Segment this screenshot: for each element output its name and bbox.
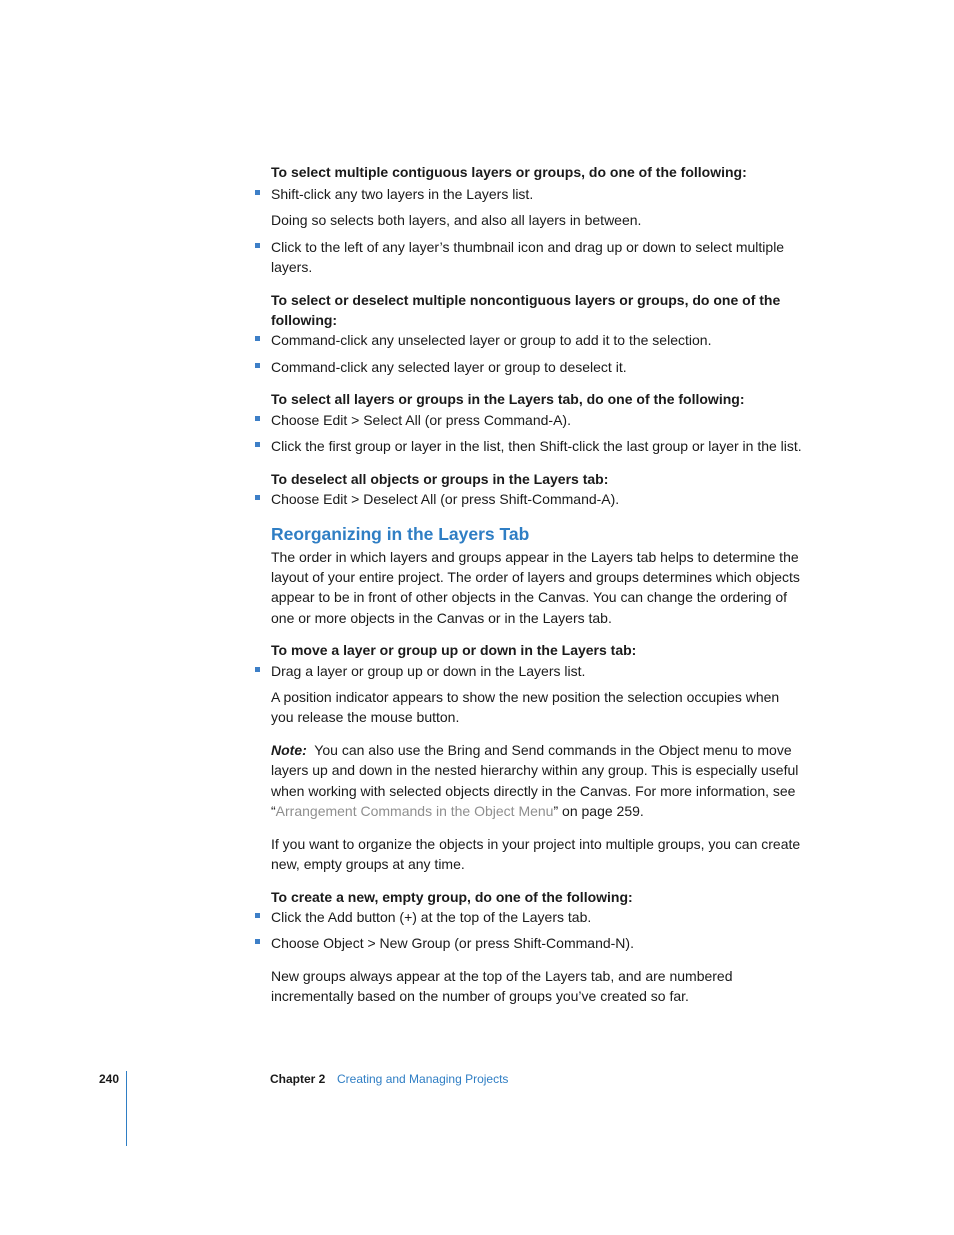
bullet-text: Click to the left of any layer’s thumbnail icon and drag up or down to select multiple: [271, 239, 785, 255]
bullet-icon: [255, 913, 260, 918]
paragraph: new, empty groups at any time.: [271, 856, 465, 872]
footer-divider: [126, 1071, 127, 1146]
task-heading: To deselect all objects or groups in the Layers tab:: [271, 471, 609, 487]
bullet-icon: [255, 442, 260, 447]
page-number: 240: [99, 1072, 120, 1086]
bullet-text: Command-click any unselected layer or group to add it to the selection.: [271, 332, 712, 348]
bullet-icon: [255, 495, 260, 500]
bullet-icon: [255, 190, 260, 195]
paragraph: appear to be in front of other objects in the Canvas. You can change the ordering of: [271, 589, 788, 605]
paragraph: A position indicator appears to show the new position the selection occupies when: [271, 689, 780, 705]
paragraph: one or more objects in the Canvas or in the Layers tab.: [271, 610, 612, 626]
bullet-icon: [255, 667, 260, 672]
task-heading: To create a new, empty group, do one of the following:: [271, 889, 633, 905]
bullet-text: Command-click any selected layer or group to deselect it.: [271, 359, 627, 375]
paragraph: Doing so selects both layers, and also all layers in between.: [271, 212, 642, 228]
paragraph: The order in which layers and groups appear in the Layers tab helps to determine the: [271, 549, 799, 565]
bullet-text: Choose Object > New Group (or press Shift-Command-N).: [271, 935, 634, 951]
paragraph: New groups always appear at the top of the Layers tab, and are numbered: [271, 968, 733, 984]
bullet-text-continued: layers.: [271, 259, 313, 275]
bullet-text: Choose Edit > Select All (or press Command-A).: [271, 412, 571, 428]
note-label: Note:: [271, 742, 307, 758]
paragraph: layout of your entire project. The order of layers and groups determines which objects: [271, 569, 800, 585]
bullet-icon: [255, 336, 260, 341]
note-paragraph: layers up and down in the nested hierarchy within any group. This is especially useful: [271, 762, 799, 778]
note-text: You can also use the Bring and Send commands in the Object menu to move: [306, 742, 792, 758]
bullet-text: Drag a layer or group up or down in the Layers list.: [271, 663, 586, 679]
bullet-icon: [255, 363, 260, 368]
section-title: Reorganizing in the Layers Tab: [271, 524, 530, 544]
task-heading: To select all layers or groups in the Layers tab, do one of the following:: [271, 391, 745, 407]
cross-reference-link[interactable]: Arrangement Commands in the Object Menu: [275, 803, 554, 819]
bullet-text: Click the Add button (+) at the top of the Layers tab.: [271, 909, 592, 925]
bullet-text: Click the first group or layer in the list, then Shift-click the last group or layer in the list.: [271, 438, 802, 454]
paragraph: you release the mouse button.: [271, 709, 460, 725]
note-paragraph: [271, 740, 792, 761]
bullet-text: Choose Edit > Deselect All (or press Shift-Command-A).: [271, 491, 620, 507]
bullet-text: Shift-click any two layers in the Layers list.: [271, 186, 534, 202]
bullet-icon: [255, 416, 260, 421]
task-heading: To move a layer or group up or down in the Layers tab:: [271, 642, 637, 658]
task-heading: To select or deselect multiple noncontiguous layers or groups, do one of the: [271, 292, 781, 308]
note-text: ” on page 259.: [553, 803, 644, 819]
task-heading-continued: following:: [271, 312, 338, 328]
task-heading: To select multiple contiguous layers or groups, do one of the following:: [271, 164, 747, 180]
chapter-title: Creating and Managing Projects: [337, 1072, 509, 1086]
quote-open: “: [271, 803, 276, 819]
paragraph: If you want to organize the objects in your project into multiple groups, you can create: [271, 836, 801, 852]
note-paragraph: when working with selected objects directly in the Canvas. For more information, see: [271, 783, 796, 799]
paragraph: incrementally based on the number of groups you’ve created so far.: [271, 988, 689, 1004]
note-paragraph: [271, 801, 644, 822]
bullet-icon: [255, 243, 260, 248]
chapter-label: Chapter 2: [270, 1072, 326, 1086]
bullet-icon: [255, 939, 260, 944]
